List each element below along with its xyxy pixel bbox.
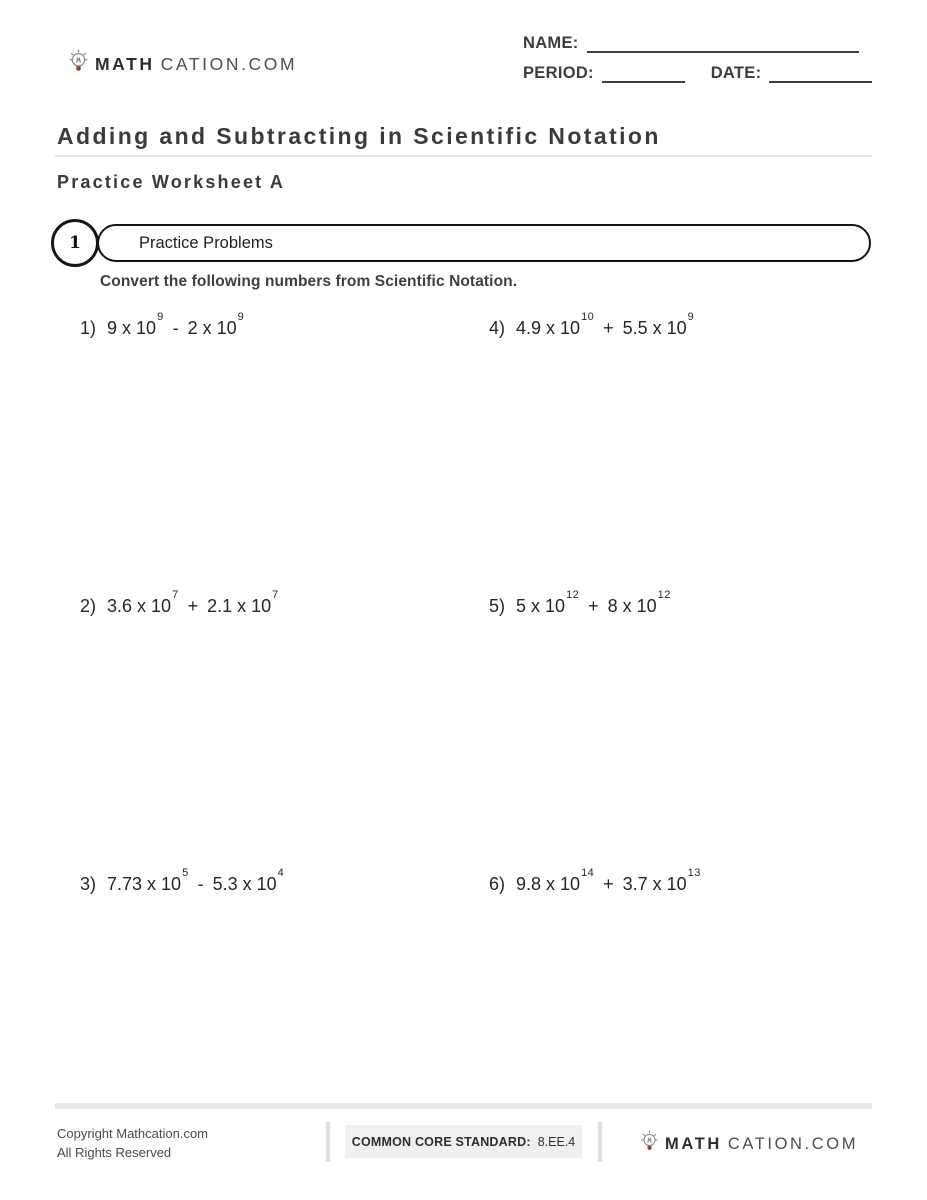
operator: + (187, 596, 199, 616)
operator: - (172, 318, 179, 338)
problem-2 (80, 589, 279, 617)
section-title-pill (97, 224, 871, 262)
name-field-row (523, 34, 872, 53)
problem-number: 6) (489, 874, 506, 894)
logo-text-bold: MATH (95, 53, 155, 74)
name-label: NAME: (523, 34, 579, 52)
section-title: Practice Problems (139, 233, 273, 252)
section-instruction: Convert the following numbers from Scientific Notation. (100, 273, 518, 290)
name-blank-line (587, 35, 859, 53)
problem-term: 7.73 x $10^5$ (107, 867, 189, 894)
problem-term: 9.8 x $10^{14}$ (516, 867, 595, 894)
logo-text-light: CATION.COM (160, 53, 298, 74)
common-core-value: 8.EE.4 (537, 1134, 576, 1149)
problem-term: 5.3 x $10^4$ (212, 867, 285, 894)
operator: + (588, 596, 599, 616)
footer-logo (640, 1129, 858, 1159)
footer-vertical-divider (598, 1122, 602, 1162)
section-number-badge (51, 219, 99, 267)
page-subtitle: Practice Worksheet A (57, 172, 286, 192)
problem-term: 9 x $10^9$ (107, 311, 164, 338)
problem-term: 5.5 x $10^9$ (622, 311, 695, 338)
logo-text-light: CATION.COM (727, 1134, 859, 1153)
problem-1 (80, 311, 245, 339)
problem-number: 2) (80, 596, 97, 616)
problem-number: 4) (489, 318, 506, 338)
operator: - (197, 874, 204, 894)
problem-term: 4.9 x $10^{10}$ (516, 311, 595, 338)
logo-text-bold: MATH (665, 1134, 722, 1153)
problem-term: 3.7 x $10^{13}$ (622, 867, 701, 894)
problem-term: 3.6 x $10^7$ (107, 589, 179, 616)
problem-number: 1) (80, 318, 97, 338)
section-number: 1 (69, 233, 81, 253)
problem-number: 3) (80, 874, 97, 894)
student-fields (523, 34, 872, 94)
common-core-label: COMMON CORE STANDARD: (351, 1134, 531, 1149)
date-blank-line (769, 65, 872, 83)
date-label: DATE: (710, 64, 762, 82)
copyright-line-2: All Rights Reserved (57, 1144, 172, 1160)
footer-divider-bar (55, 1103, 872, 1109)
lightbulb-icon (68, 48, 89, 80)
copyright-line-1: Copyright Mathcation.com (57, 1126, 209, 1141)
problem-5 (489, 589, 671, 617)
problem-4 (489, 311, 695, 339)
copyright-text (57, 1125, 208, 1163)
period-date-row (523, 64, 872, 83)
lightbulb-icon (640, 1129, 659, 1159)
operator: + (603, 318, 614, 338)
problem-6 (489, 867, 701, 895)
problem-term: 5 x $10^{12}$ (516, 589, 580, 616)
footer-vertical-divider (326, 1122, 330, 1162)
problem-number: 5) (489, 596, 506, 616)
common-core-standard-badge (345, 1125, 582, 1158)
problem-term: 2.1 x $10^7$ (207, 589, 279, 616)
operator: + (603, 874, 614, 894)
period-blank-line (602, 65, 685, 83)
problem-term: 8 x $10^{12}$ (607, 589, 671, 616)
title-divider (55, 155, 872, 157)
period-label: PERIOD: (523, 64, 594, 82)
header-logo (68, 48, 297, 80)
problem-3 (80, 867, 285, 895)
problem-term: 2 x $10^9$ (187, 311, 245, 338)
page-title: Adding and Subtracting in Scientific Notation (57, 123, 661, 149)
